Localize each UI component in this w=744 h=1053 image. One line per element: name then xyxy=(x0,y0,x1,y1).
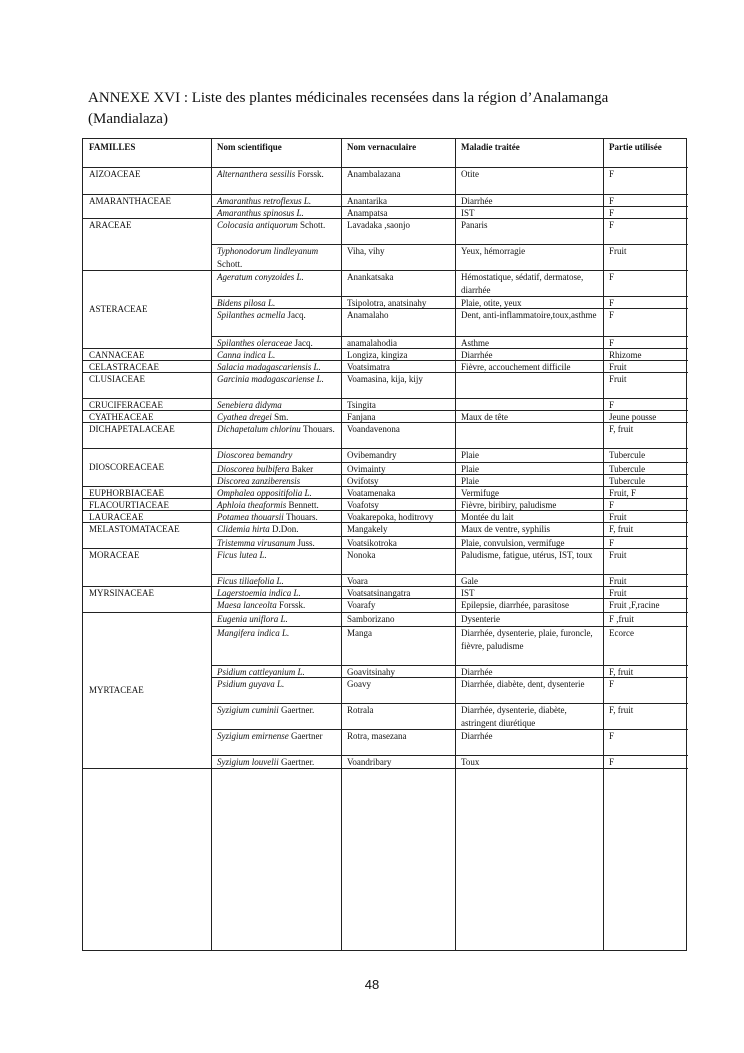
scientific-name-text: Lagerstoemia indica L. xyxy=(217,588,301,598)
disease-treated: Maux de tête xyxy=(461,412,508,422)
part-used: F xyxy=(609,538,615,548)
author-abbreviation: Schott. xyxy=(300,220,326,230)
vernacular-name: Voamasina, kija, kijy xyxy=(347,374,423,384)
scientific-name xyxy=(217,678,337,691)
part-used: F xyxy=(609,757,615,767)
header-maladie-traitee: Maladie traitée xyxy=(461,142,520,152)
disease-treated: Panaris xyxy=(461,220,488,230)
vernacular-name: Nonoka xyxy=(347,550,376,560)
part-used: Fruit xyxy=(609,550,627,560)
disease-treated: IST xyxy=(461,208,475,218)
scientific-name xyxy=(217,523,337,536)
scientific-name-text: Dichapetalum chlorinu xyxy=(217,424,301,434)
part-used: F xyxy=(609,400,615,410)
disease-treated: Yeux, hémorragie xyxy=(461,246,526,256)
part-used: F, fruit xyxy=(609,524,634,534)
family-name: ASTERACEAE xyxy=(89,304,148,314)
disease-treated: Asthme xyxy=(461,338,489,348)
vernacular-name: anamalahodia xyxy=(347,338,397,348)
part-used: F xyxy=(609,500,615,510)
part-used: F xyxy=(609,298,615,308)
scientific-name xyxy=(217,730,337,743)
part-used: F, fruit xyxy=(609,424,634,434)
family-name: FLACOURTIACEAE xyxy=(89,500,169,510)
vernacular-name: Rotra, masezana xyxy=(347,731,407,741)
disease-treated: Diarrhée xyxy=(461,667,493,677)
family-name: CYATHEACEAE xyxy=(89,412,154,422)
part-used: Ecorce xyxy=(609,628,634,638)
vernacular-name: Tsingita xyxy=(347,400,376,410)
vernacular-name: Voara xyxy=(347,576,368,586)
author-abbreviation: Thouars. xyxy=(303,424,335,434)
scientific-name xyxy=(217,627,337,640)
family-name: CANNACEAE xyxy=(89,350,145,360)
vernacular-name: Goavy xyxy=(347,679,371,689)
scientific-name xyxy=(217,613,337,626)
page-number: 48 xyxy=(364,977,380,992)
part-used: Tubercule xyxy=(609,476,646,486)
part-used: F xyxy=(609,169,615,179)
scientific-name xyxy=(217,245,337,271)
scientific-name-text: Amaranthus retroflexus L. xyxy=(217,196,312,206)
plants-table xyxy=(82,138,687,951)
vernacular-name: Voandribary xyxy=(347,757,392,767)
vernacular-name: Rotrala xyxy=(347,705,374,715)
vernacular-name: Ovimainty xyxy=(347,464,386,474)
part-used: F xyxy=(609,272,615,282)
scientific-name-text: Typhonodorum lindleyanum xyxy=(217,246,319,256)
part-used: F xyxy=(609,208,615,218)
scientific-name-text: Syzigium cuminii xyxy=(217,705,279,715)
disease-treated: Diarrhée, diabète, dent, dysenterie xyxy=(461,679,585,689)
page-title: ANNEXE XVI : Liste des plantes médicinales recensées dans la région d’Analamanga (Mandialaza) xyxy=(88,90,609,127)
scientific-name xyxy=(217,219,337,232)
vernacular-name: Anampatsa xyxy=(347,208,388,218)
disease-treated: Fièvre, accouchement difficile xyxy=(461,362,571,372)
scientific-name-text: Salacia madagascariensis L. xyxy=(217,362,321,372)
part-used: F xyxy=(609,220,615,230)
vernacular-name: Anantarika xyxy=(347,196,387,206)
disease-treated: Maux de ventre, syphilis xyxy=(461,524,550,534)
table-rule xyxy=(603,139,604,950)
table-rule xyxy=(341,139,342,950)
author-abbreviation: Juss. xyxy=(297,538,315,548)
part-used: Fruit xyxy=(609,246,627,256)
part-used: F, fruit xyxy=(609,705,634,715)
vernacular-name: Voarafy xyxy=(347,600,376,610)
scientific-name-text: Discorea zanziberensis xyxy=(217,476,301,486)
author-abbreviation: Gaertner. xyxy=(281,705,315,715)
scientific-name-text: Mangifera indica L. xyxy=(217,628,290,638)
disease-treated: IST xyxy=(461,588,475,598)
part-used: Fruit xyxy=(609,374,627,384)
vernacular-name: Voatamenaka xyxy=(347,488,396,498)
author-abbreviation: Gaertner. xyxy=(281,757,315,767)
author-abbreviation: Gaertner xyxy=(291,731,323,741)
vernacular-name: Viha, vihy xyxy=(347,246,385,256)
scientific-name-text: Dioscorea bulbifera xyxy=(217,464,290,474)
disease-treated: Diarrhée xyxy=(461,731,493,741)
family-name: CRUCIFERACEAE xyxy=(89,400,164,410)
disease-treated: Diarrhée xyxy=(461,196,493,206)
part-used: Fruit xyxy=(609,512,627,522)
vernacular-name: Samborizano xyxy=(347,614,395,624)
part-used: F ,fruit xyxy=(609,614,635,624)
vernacular-name: Manga xyxy=(347,628,372,638)
vernacular-name: Longiza, kingiza xyxy=(347,350,408,360)
vernacular-name: Ovibemandry xyxy=(347,450,397,460)
header-partie-utilisee: Partie utilisée xyxy=(609,142,662,152)
disease-treated: Fièvre, biribiry, paludisme xyxy=(461,500,557,510)
family-name: CELASTRACEAE xyxy=(89,362,160,372)
author-abbreviation: Jacq. xyxy=(294,338,313,348)
scientific-name-text: Spilanthes oleraceae xyxy=(217,338,293,348)
family-name: DIOSCOREACEAE xyxy=(89,462,165,472)
scientific-name-text: Garcinia madagascariense L. xyxy=(217,374,324,384)
author-abbreviation: Sm. xyxy=(274,412,289,422)
vernacular-name: Ovifotsy xyxy=(347,476,379,486)
scientific-name xyxy=(217,549,337,562)
disease-treated: Epilepsie, diarrhée, parasitose xyxy=(461,600,569,610)
scientific-name-text: Psidium guyava L. xyxy=(217,679,285,689)
family-name: MELASTOMATACEAE xyxy=(89,524,180,534)
scientific-name-text: Omphalea oppositifolia L. xyxy=(217,488,312,498)
part-used: F xyxy=(609,196,615,206)
family-name: AIZOACEAE xyxy=(89,169,141,179)
author-abbreviation: Baker xyxy=(291,464,314,474)
author-abbreviation: Jacq. xyxy=(287,310,306,320)
vernacular-name: Voatsatsinangatra xyxy=(347,588,411,598)
scientific-name-text: Colocasia antiquorum xyxy=(217,220,298,230)
table-rule xyxy=(211,139,212,950)
part-used: Fruit xyxy=(609,362,627,372)
part-used: Fruit xyxy=(609,588,627,598)
family-name: MYRSINACEAE xyxy=(89,588,155,598)
scientific-name xyxy=(217,168,337,181)
scientific-name-text: Aphloia theaformis xyxy=(217,500,287,510)
disease-treated: Toux xyxy=(461,757,480,767)
scientific-name xyxy=(217,704,337,717)
scientific-name xyxy=(217,449,337,462)
scientific-name-text: Senebiera didyma xyxy=(217,400,282,410)
disease-treated: Diarrhée xyxy=(461,350,493,360)
scientific-name-text: Potamea thouarsii xyxy=(217,512,284,522)
disease-treated: Diarrhée, dysenterie, diabète, astringent diurétique xyxy=(461,705,567,728)
disease-treated: Montée du lait xyxy=(461,512,514,522)
scientific-name-text: Clidemia hirta xyxy=(217,524,270,534)
family-name: AMARANTHACEAE xyxy=(89,196,171,206)
disease-treated: Otite xyxy=(461,169,479,179)
header-familles: FAMILLES xyxy=(89,142,136,152)
scientific-name-text: Canna indica L. xyxy=(217,350,276,360)
family-name: MORACEAE xyxy=(89,550,140,560)
scientific-name xyxy=(217,599,337,612)
vernacular-name: Voatsikotroka xyxy=(347,538,397,548)
scientific-name-text: Maesa lanceolta xyxy=(217,600,277,610)
table-rule xyxy=(455,139,456,950)
vernacular-name: Voandavenona xyxy=(347,424,400,434)
part-used: Tubercule xyxy=(609,464,646,474)
disease-treated: Plaie xyxy=(461,464,479,474)
vernacular-name: Anamalaho xyxy=(347,310,389,320)
disease-treated: Dent, anti-inflammatoire,toux,asthme xyxy=(461,310,597,320)
family-name: LAURACEAE xyxy=(89,512,144,522)
part-used: F xyxy=(609,310,615,320)
vernacular-name: Mangakely xyxy=(347,524,388,534)
author-abbreviation: Forssk. xyxy=(297,169,324,179)
disease-treated: Plaie xyxy=(461,476,479,486)
family-name: DICHAPETALACEAE xyxy=(89,424,175,434)
scientific-name xyxy=(217,309,337,322)
part-used: F xyxy=(609,679,615,689)
vernacular-name: Voatsimatra xyxy=(347,362,390,372)
vernacular-name: Lavadaka ,saonjo xyxy=(347,220,410,230)
family-name: ARACEAE xyxy=(89,220,132,230)
scientific-name-text: Syzigium louvelii xyxy=(217,757,279,767)
part-used: F, fruit xyxy=(609,667,634,677)
vernacular-name: Anankatsaka xyxy=(347,272,394,282)
part-used: Jeune pousse xyxy=(609,412,657,422)
family-name: CLUSIACEAE xyxy=(89,374,145,384)
disease-treated: Vermifuge xyxy=(461,488,499,498)
disease-treated: Diarrhée, dysenterie, plaie, furoncle, fièvre, paludisme xyxy=(461,628,593,651)
author-abbreviation: Schott. xyxy=(217,259,243,269)
vernacular-name: Anambalazana xyxy=(347,169,401,179)
header-nom-scientifique: Nom scientifique xyxy=(217,142,282,152)
scientific-name-text: Alternanthera sessilis xyxy=(217,169,296,179)
author-abbreviation: Thouars. xyxy=(286,512,318,522)
scientific-name-text: Ageratum conyzoides L. xyxy=(217,272,304,282)
scientific-name xyxy=(217,373,337,386)
disease-treated: Gale xyxy=(461,576,478,586)
scientific-name-text: Tristemma virusanum xyxy=(217,538,296,548)
scientific-name-text: Ficus tiliaefolia L. xyxy=(217,576,284,586)
disease-treated: Hémostatique, sédatif, dermatose, diarrhée xyxy=(461,272,584,295)
scientific-name-text: Syzigium emirnense xyxy=(217,731,289,741)
part-used: Fruit ,F,racine xyxy=(609,600,660,610)
family-name: EUPHORBIACEAE xyxy=(89,488,165,498)
scientific-name xyxy=(217,423,337,436)
part-used: Rhizome xyxy=(609,350,642,360)
vernacular-name: Voakarepoka, hoditrovy xyxy=(347,512,434,522)
vernacular-name: Voafotsy xyxy=(347,500,379,510)
disease-treated: Paludisme, fatigue, utérus, IST, toux xyxy=(461,550,593,560)
scientific-name-text: Ficus lutea L. xyxy=(217,550,267,560)
part-used: Fruit xyxy=(609,576,627,586)
scientific-name-text: Amaranthus spinosus L. xyxy=(217,208,304,218)
disease-treated: Plaie, convulsion, vermifuge xyxy=(461,538,565,548)
part-used: F xyxy=(609,731,615,741)
vernacular-name: Goavitsinahy xyxy=(347,667,395,677)
scientific-name-text: Bidens pilosa L. xyxy=(217,298,276,308)
author-abbreviation: Forssk. xyxy=(279,600,306,610)
scientific-name-text: Dioscorea bemandry xyxy=(217,450,293,460)
scientific-name-text: Spilanthes acmella xyxy=(217,310,286,320)
scientific-name-text: Eugenia uniflora L. xyxy=(217,614,288,624)
author-abbreviation: D.Don. xyxy=(272,524,299,534)
header-nom-vernaculaire: Nom vernaculaire xyxy=(347,142,417,152)
author-abbreviation: Bennett. xyxy=(288,500,319,510)
disease-treated: Dysenterie xyxy=(461,614,500,624)
scientific-name-text: Psidium cattleyanium L. xyxy=(217,667,305,677)
scientific-name xyxy=(217,756,337,769)
part-used: Fruit, F xyxy=(609,488,637,498)
disease-treated: Plaie, otite, yeux xyxy=(461,298,522,308)
scientific-name-text: Cyathea dregei xyxy=(217,412,272,422)
disease-treated: Plaie xyxy=(461,450,479,460)
part-used: F xyxy=(609,338,615,348)
part-used: Tubercule xyxy=(609,450,646,460)
vernacular-name: Fanjana xyxy=(347,412,376,422)
scientific-name xyxy=(217,271,337,284)
family-name: MYRTACEAE xyxy=(89,685,144,695)
vernacular-name: Tsipolotra, anatsinahy xyxy=(347,298,427,308)
